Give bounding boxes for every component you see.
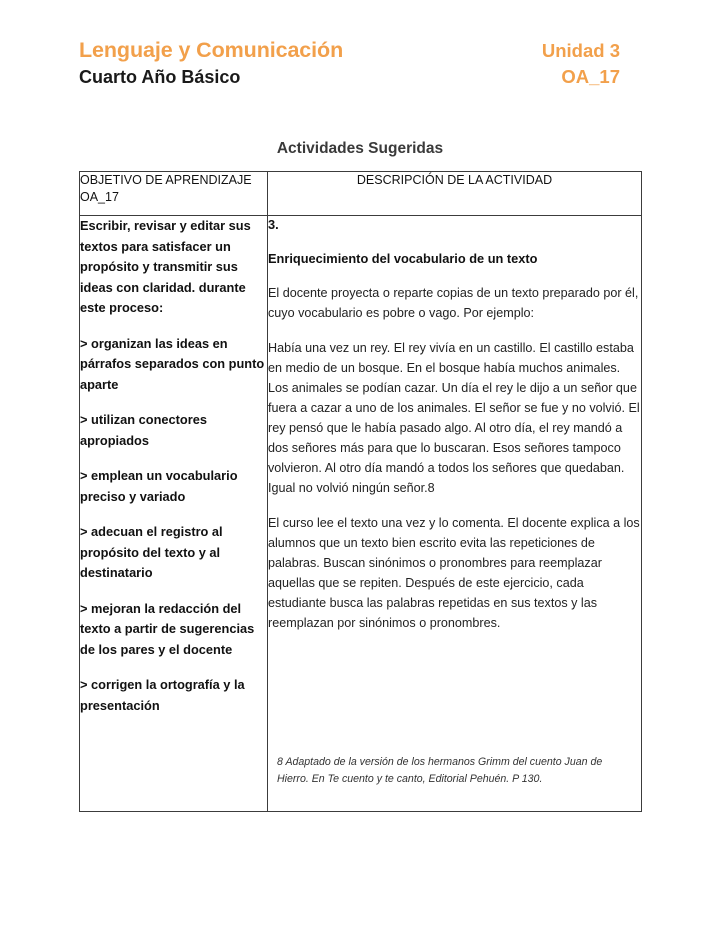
section-title: Actividades Sugeridas	[276, 140, 444, 157]
suggested-activities-table	[79, 171, 642, 812]
description-cell	[268, 216, 642, 812]
oa-code-title: OA_17	[561, 66, 620, 87]
table-header-row	[80, 172, 642, 216]
table-header-row-group	[80, 172, 642, 216]
document-header	[79, 38, 620, 89]
subject-title: Lenguaje y Comunicación	[79, 38, 344, 62]
activity-footnote: 8 Adaptado de la versión de los hermanos Grimm del cuento Juan de Hierro. En Te cuento y te canto, Editorial Pehuén. P 130.	[277, 756, 603, 785]
objective-item-1: > organizan las ideas en párrafos separados con punto aparte	[80, 335, 265, 392]
activity-closing-paragraph: El curso lee el texto una vez y lo comenta. El docente explica a los alumnos que un texto bien escrito evita las repeticiones de palabras. Buscan sinónimos o pronombres para reemplazar aquellas que se repiten. Después de este ejercicio, cada estudiante busca las palabras repetidas en sus textos y las reemplazan por sinónimos o pronombres.	[268, 516, 640, 630]
objective-item-3: > emplean un vocabulario preciso y variado	[80, 468, 238, 504]
header-left-block	[79, 38, 343, 89]
objective-item-6: > corrigen la ortografía y la presentación	[80, 677, 245, 713]
activity-number: 3.	[268, 217, 279, 232]
objective-cell	[80, 216, 268, 812]
objective-lead-text: Escribir, revisar y editar sus textos para satisfacer un propósito y transmitir sus ideas con claridad. durante este proceso:	[80, 218, 251, 315]
header-right-block	[542, 38, 620, 89]
objective-item-2: > utilizan conectores apropiados	[80, 412, 207, 448]
objective-item-4: > adecuan el registro al propósito del texto y al destinatario	[80, 524, 223, 580]
grade-title: Cuarto Año Básico	[79, 67, 241, 87]
column-header-description: DESCRIPCIÓN DE LA ACTIVIDAD	[268, 172, 642, 216]
activity-heading: Enriquecimiento del vocabulario de un texto	[268, 251, 538, 266]
table-row	[80, 216, 642, 812]
objective-item-5: > mejoran la redacción del texto a partir de sugerencias de los pares y el docente	[80, 600, 255, 657]
activity-story-paragraph: Había una vez un rey. El rey vivía en un castillo. El castillo estaba en medio de un bosque. En el bosque había muchos animales. Los animales se podían cazar. Un día el rey le dijo a un señor que fuera a cazar a uno de los animales. El señor se fue y no volvió. El rey pensó que le había pasado algo. Al otro día, el rey mandó a dos señores más para que lo buscaran. Esos señores tampoco volvieron. Al otro día mandó a todos los señores que quedaban. Igual no volvió ningún señor.8	[268, 341, 640, 495]
column-header-objective: OBJETIVO DE APRENDIZAJE OA_17	[80, 172, 268, 216]
activity-intro-paragraph: El docente proyecta o reparte copias de un texto preparado por él, cuyo vocabulario es pobre o vago. Por ejemplo:	[268, 286, 639, 320]
table-body	[80, 216, 642, 812]
unit-title: Unidad 3	[541, 40, 620, 61]
